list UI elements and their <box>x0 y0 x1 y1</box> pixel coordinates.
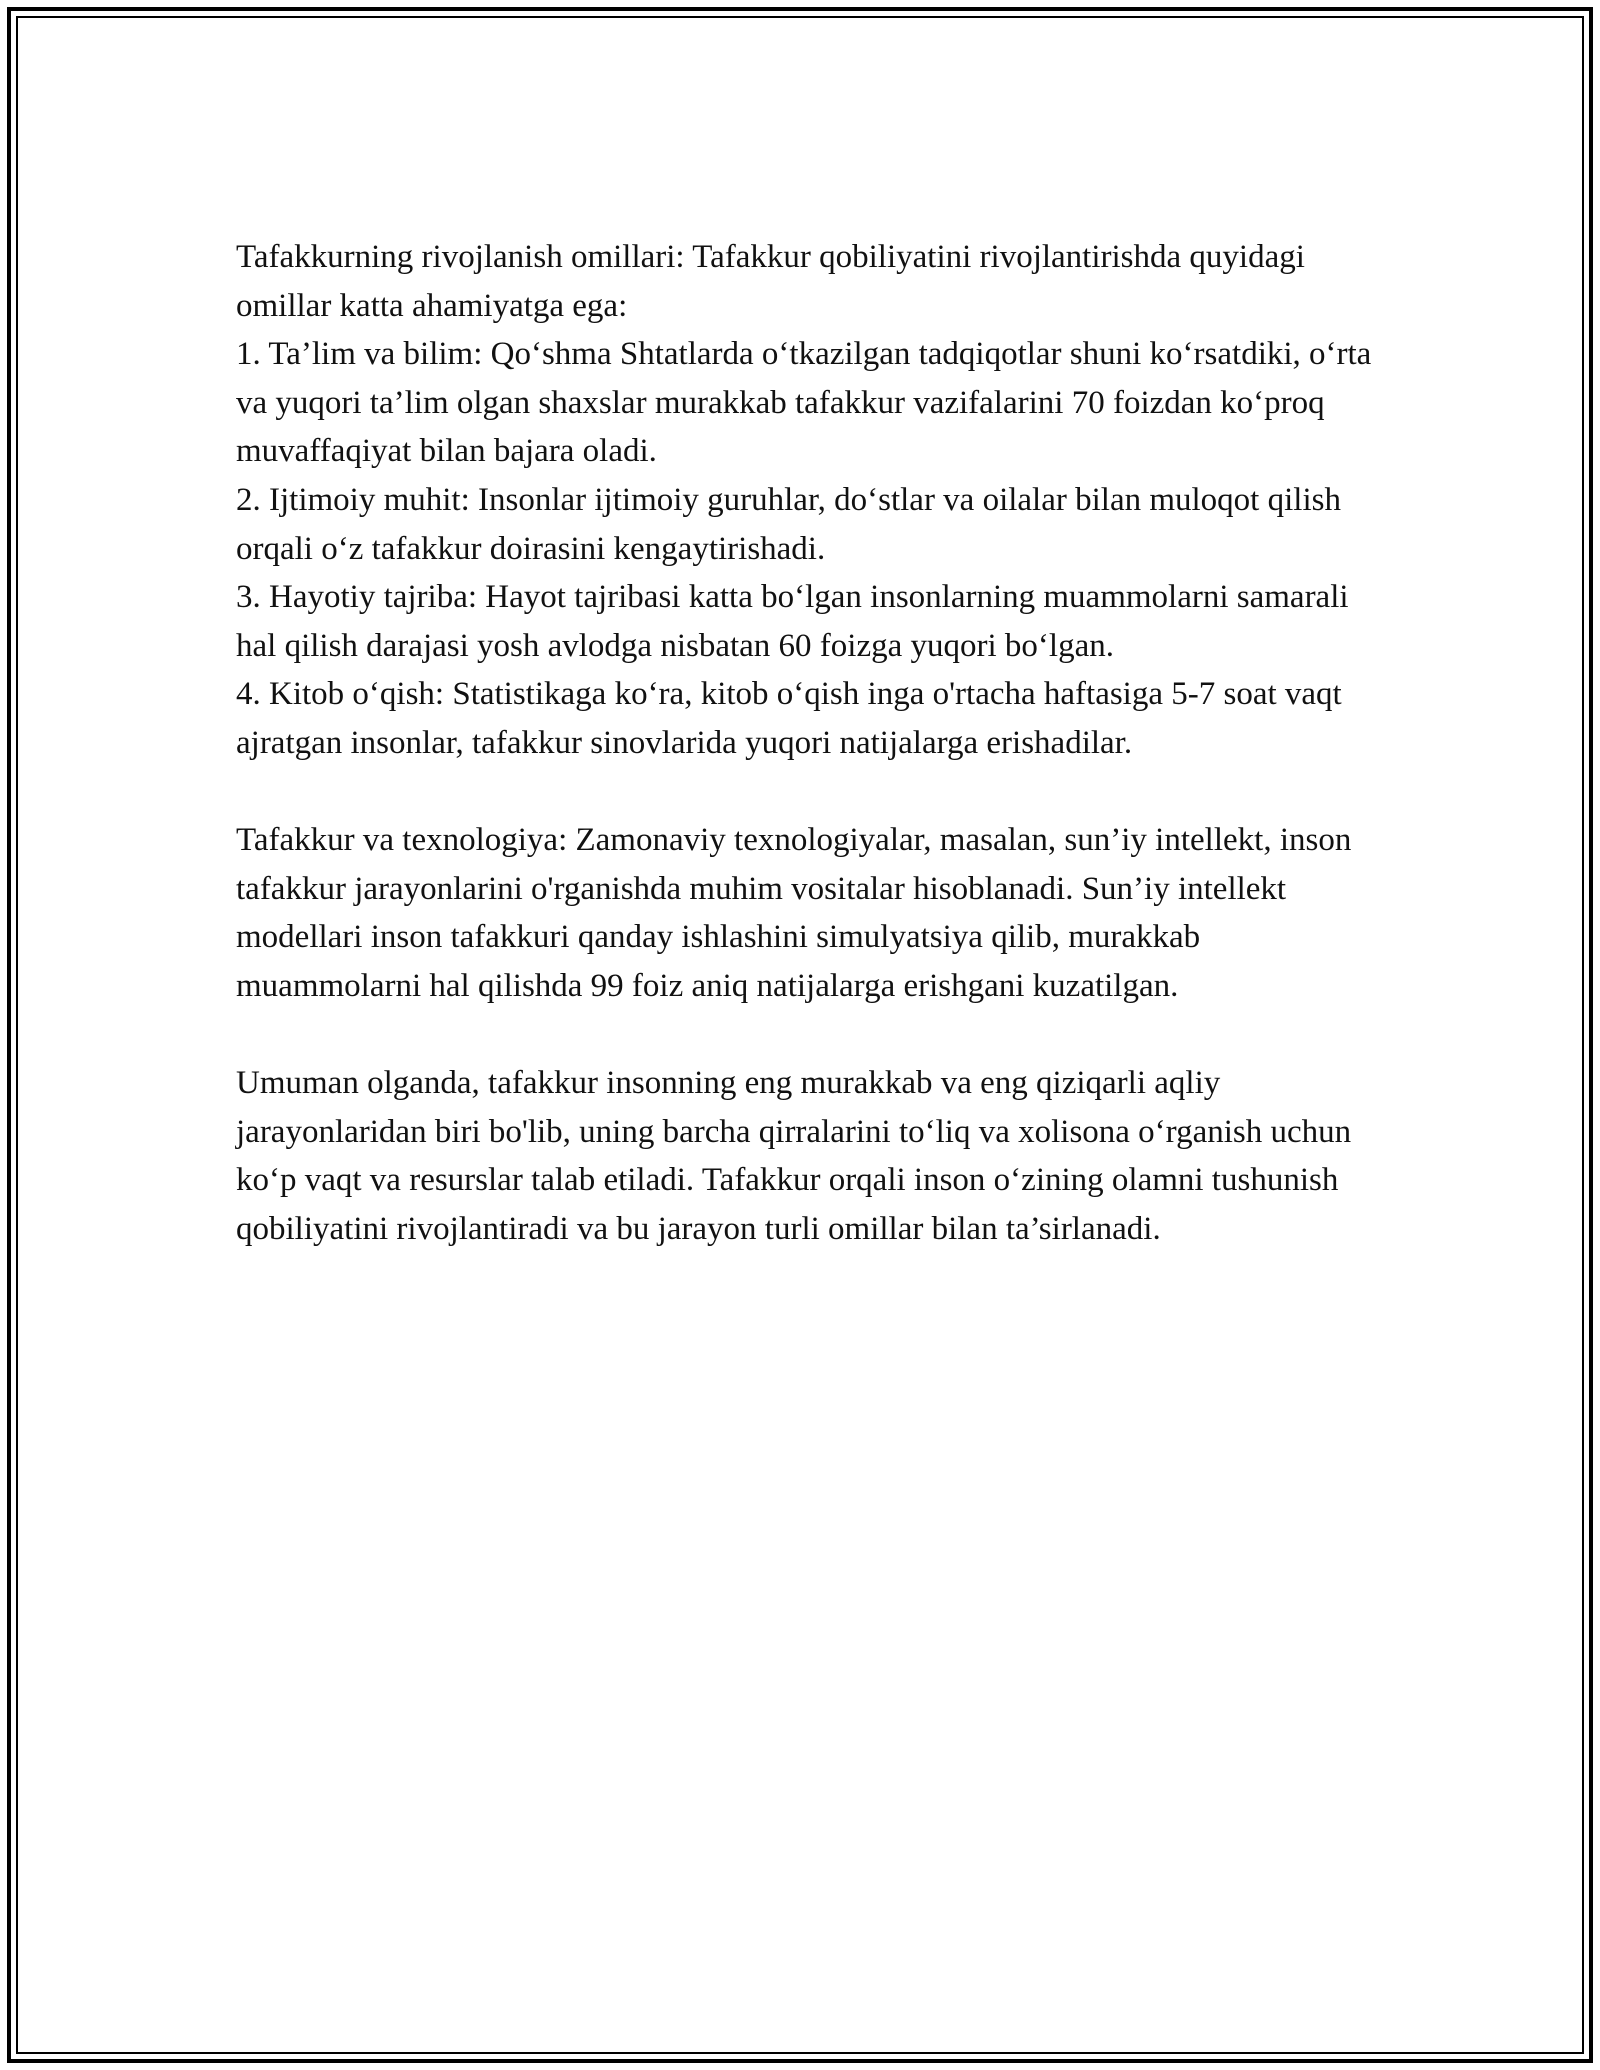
paragraph-gap <box>236 768 1376 817</box>
list-item-life-experience: 3. Hayotiy tajriba: Hayot tajribasi katta bo‘lgan insonlarning muammolarni samarali hal qilish darajasi yosh avlodga nisbatan 60 foizga yuqori bo‘lgan. <box>236 579 1357 664</box>
section3-conclusion: Umuman olganda, tafakkur insonning eng murakkab va eng qiziqarli aqliy jarayonlaridan biri bo'lib, uning barcha qirralarini to‘liq va xolisona o‘rganish uchun ko‘p vaqt va resurslar talab etiladi. Tafakkur orqali inson o‘zining olamni tushunish qobiliyatini rivojlantiradi va bu jarayon turli omillar bilan ta’sirlanadi. <box>236 1065 1360 1247</box>
section2-technology: Tafakkur va texnologiya: Zamonaviy texnologiyalar, masalan, sun’iy intellekt, inson tafakkur jarayonlarini o'rganishda muhim vositalar hisoblanadi. Sun’iy intellekt modellari inson tafakkuri qanday ishlashini simulyatsiya qilib, murakkab muammolarni hal qilishda 99 foiz aniq natijalarga erishgani kuzatilgan. <box>236 822 1360 1004</box>
list-item-reading: 4. Kitob o‘qish: Statistikaga ko‘ra, kitob o‘qish inga o'rtacha haftasiga 5-7 soat vaqt ajratgan insonlar, tafakkur sinovlarida yuqori natijalarga erishadilar. <box>236 676 1350 761</box>
document-body <box>236 233 1380 1253</box>
section1-intro: Tafakkurning rivojlanish omillari: Tafakkur qobiliyatini rivojlantirishda quyidagi omillar katta ahamiyatga ega: <box>236 239 1314 324</box>
paragraph-gap <box>236 1011 1376 1060</box>
list-item-social-environment: 2. Ijtimoiy muhit: Insonlar ijtimoiy guruhlar, do‘stlar va oilalar bilan muloqot qilish orqali o‘z tafakkur doirasini kengaytirishadi. <box>236 481 1350 567</box>
list-item-education: 1. Ta’lim va bilim: Qo‘shma Shtatlarda o‘tkazilgan tadqiqotlar shuni ko‘rsatdiki, o‘rta va yuqori ta’lim olgan shaxslar murakkab tafakkur vazifalarini 70 foizdan ko‘proq muvaffaqiyat bilan bajara oladi. <box>236 336 1380 470</box>
